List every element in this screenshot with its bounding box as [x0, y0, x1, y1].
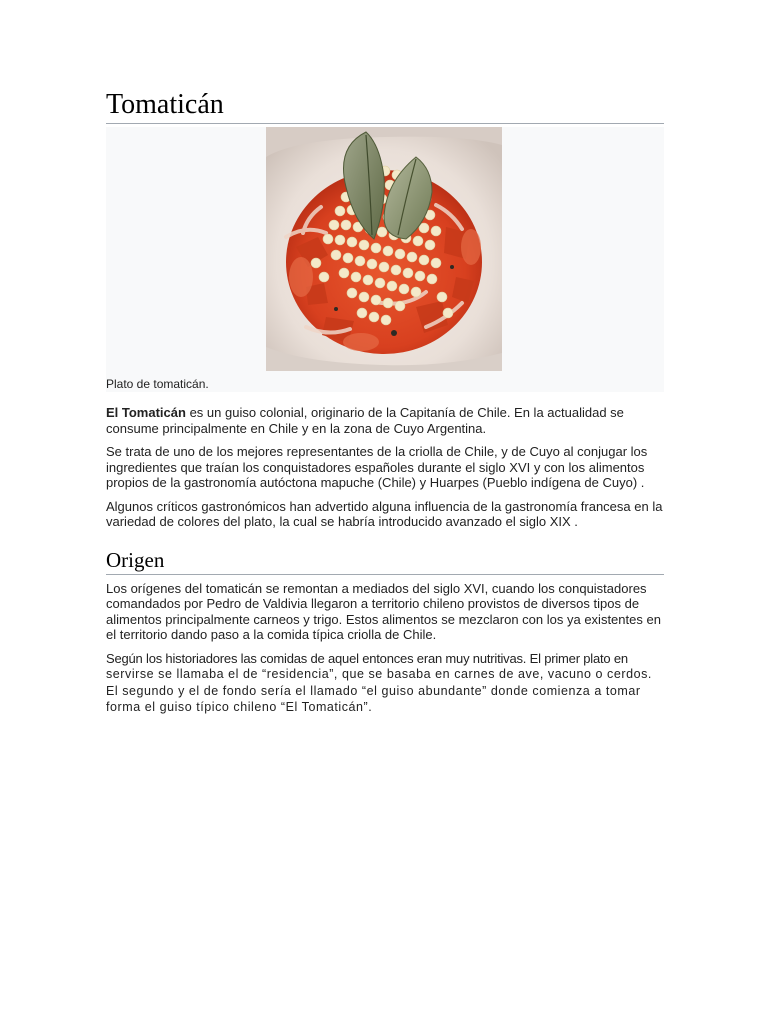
article	[106, 88, 664, 724]
origen-paragraph-1: Los orígenes del tomaticán se remontan a mediados del siglo XVI, cuando los conquistadores comandados por Pedro de Valdivia llegaron a territorio chileno provistos de diversos tipos de alimentos principalmente carneos y trigo. Estos alimentos se mezclaron con los ya existentes en el territorio dando paso a la comida típica criolla de Chile.	[106, 580, 661, 642]
paragraph-3: Algunos críticos gastronómicos han advertido alguna influencia de la gastronomía francesa en la variedad de colores del plato, la cual se habría introducido avanzado el siglo XIX .	[106, 498, 663, 529]
dish-illustration	[266, 127, 502, 371]
intro-bold-term: El Tomaticán	[106, 405, 186, 420]
paragraph-2: Se trata de uno de los mejores representantes de la criolla de Chile, y de Cuyo al conjugar los ingredientes que traían los conquistadores españoles durante el siglo XVI y con los alimentos propios de la gastronomía autóctona mapuche (Chile) y Huarpes (Pueblo indígena de Cuyo) .	[106, 444, 648, 490]
section-heading-origen: Origen	[106, 547, 664, 575]
intro-paragraph	[106, 405, 664, 436]
origen-paragraph-2-start: Según los historiadores las comidas de aquel entonces eran muy nutritivas. El primer plato en	[106, 650, 628, 666]
origen-paragraph-2-rest: servirse se llamaba el de “residencia”, que se basaba en carnes de ave, vacuno o cerdos. El segundo y el de fondo sería el llamado “el guiso abundante” donde comienza a tomar forma el guiso típico chileno “El Tomaticán”.	[106, 667, 652, 714]
intro-text: es un guiso colonial, originario de la Capitanía de Chile. En la actualidad se consume principalmente en Chile y en la zona de Cuyo Argentina.	[106, 405, 624, 436]
figure-caption: Plato de tomaticán.	[106, 377, 209, 391]
article-figure	[106, 127, 664, 392]
origen-paragraph-2	[106, 651, 664, 716]
tomatican-dish-photo[interactable]	[266, 127, 502, 371]
page-title: Tomaticán	[106, 88, 664, 124]
